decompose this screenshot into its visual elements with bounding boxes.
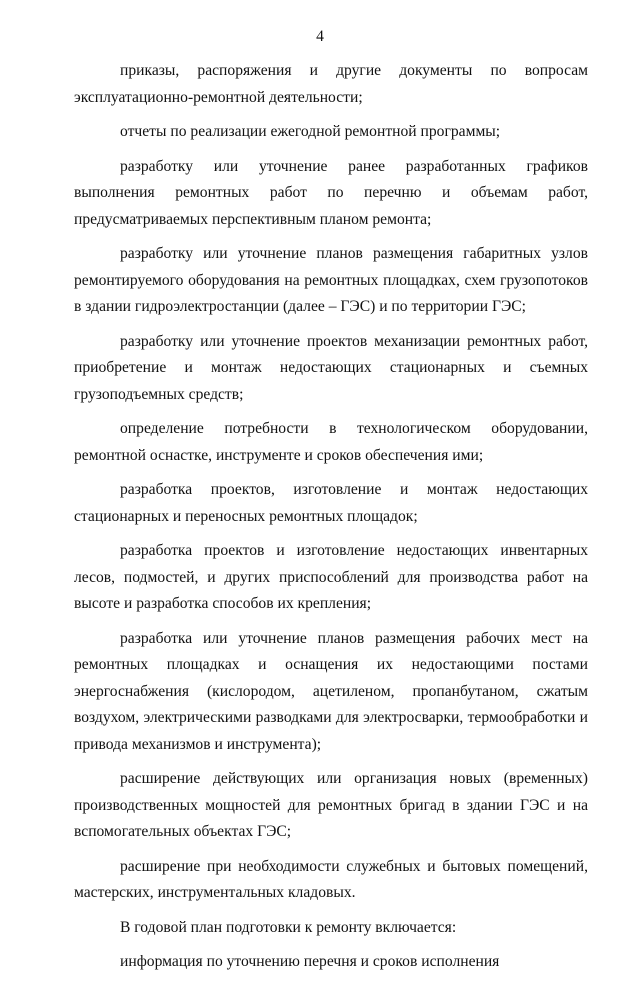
paragraph: разработка проектов и изготовление недостающих инвентарных лесов, подмостей, и других приспособлений для производства работ на высоте и разработка способов их крепления; bbox=[74, 542, 588, 612]
page-number: 4 bbox=[316, 28, 324, 45]
paragraph: расширение при необходимости служебных и бытовых помещений, мастерских, инструментальных кладовых. bbox=[74, 857, 588, 901]
paragraph: разработку или уточнение ранее разработанных графиков выполнения ремонтных работ по перечню и объемам работ, предусматриваемых перспективным планом ремонта; bbox=[74, 157, 588, 228]
paragraph: разработку или уточнение планов размещения габаритных узлов ремонтируемого оборудования на ремонтных площадках, схем грузопотоков в здании гидроэлектростанции (далее – ГЭС) и по территории ГЭС; bbox=[74, 245, 588, 315]
document-body bbox=[74, 58, 588, 984]
paragraph: определение потребности в технологическом оборудовании, ремонтной оснастке, инструменте и сроков обеспечения ими; bbox=[74, 420, 588, 464]
paragraph: отчеты по реализации ежегодной ремонтной программы; bbox=[120, 123, 501, 140]
paragraph: разработку или уточнение проектов механизации ремонтных работ, приобретение и монтаж недостающих стационарных и съемных грузоподъемных средств; bbox=[74, 332, 588, 403]
paragraph: расширение действующих или организация новых (временных) производственных мощностей для ремонтных бригад в здании ГЭС и на вспомогательных объектах ГЭС; bbox=[74, 770, 588, 840]
paragraph: приказы, распоряжения и другие документы по вопросам эксплуатационно-ремонтной деятельности; bbox=[74, 62, 588, 106]
paragraph: информация по уточнению перечня и сроков исполнения bbox=[120, 953, 500, 970]
paragraph: В годовой план подготовки к ремонту включается: bbox=[120, 918, 457, 936]
paragraph: разработка проектов, изготовление и монтаж недостающих стационарных и переносных ремонтных площадок; bbox=[74, 481, 588, 525]
paragraph: разработка или уточнение планов размещения рабочих мест на ремонтных площадках и оснащения их недостающими постами энергоснабжения (кислородом, ацетиленом, пропанбутаном, сжатым воздухом, электрическими разводками для электросварки, термообработки и привода механизмов и инструмента); bbox=[74, 629, 588, 753]
